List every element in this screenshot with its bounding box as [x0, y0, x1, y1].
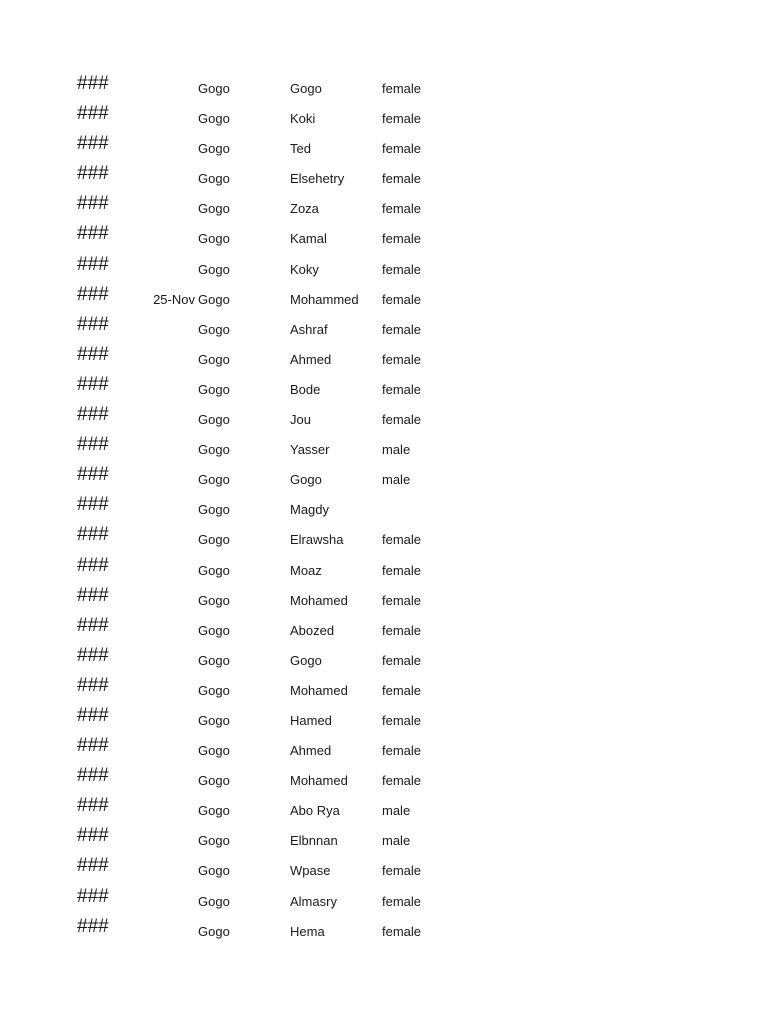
date-cell-overflow: ###: [77, 494, 109, 516]
first-name-cell: Gogo: [198, 231, 230, 247]
date-cell-overflow: ###: [77, 193, 109, 215]
first-name-cell: Gogo: [198, 833, 230, 849]
date-cell-overflow: ###: [77, 915, 109, 937]
date-cell-overflow: ###: [77, 765, 109, 787]
gender-cell: female: [382, 923, 422, 939]
table-row: [0, 461, 768, 491]
last-name-cell: Abozed: [290, 622, 335, 638]
gender-cell: female: [382, 201, 422, 217]
first-name-cell: Gogo: [198, 351, 230, 367]
date-cell-overflow: ###: [77, 283, 109, 305]
last-name-cell: Hema: [290, 923, 325, 939]
gender-cell: female: [382, 171, 422, 187]
last-name-cell: Mohamed: [290, 682, 348, 698]
last-name-cell: Hamed: [290, 712, 332, 728]
first-name-cell: Gogo: [198, 321, 230, 337]
table-row: [0, 341, 768, 371]
gender-cell: female: [382, 592, 422, 608]
gender-cell: female: [382, 231, 422, 247]
last-name-cell: Moaz: [290, 562, 322, 578]
first-name-cell: Gogo: [198, 472, 230, 488]
date-cell-overflow: ###: [77, 524, 109, 546]
gender-cell: female: [382, 321, 422, 337]
first-name-cell: Gogo: [198, 141, 230, 157]
first-name-cell: Gogo: [198, 592, 230, 608]
last-name-cell: Abo Rya: [290, 803, 340, 819]
last-name-cell: Ahmed: [290, 351, 332, 367]
first-name-cell: Gogo: [198, 773, 230, 789]
gender-cell: female: [382, 652, 422, 668]
date-cell-overflow: ###: [77, 554, 109, 576]
last-name-cell: Wpase: [290, 863, 331, 879]
last-name-cell: Mohammed: [290, 291, 359, 307]
gender-cell: male: [382, 803, 411, 819]
table-row: [0, 281, 768, 311]
first-name-cell: Gogo: [198, 291, 230, 307]
last-name-cell: Mohamed: [290, 773, 348, 789]
first-name-cell: Gogo: [198, 502, 230, 518]
first-name-cell: Gogo: [198, 712, 230, 728]
first-name-cell: Gogo: [198, 171, 230, 187]
last-name-cell: Ted: [290, 141, 311, 157]
spreadsheet-printout: [0, 70, 768, 943]
table-row: [0, 160, 768, 190]
gender-cell: female: [382, 712, 422, 728]
gender-cell: female: [382, 893, 422, 909]
gender-cell: male: [382, 442, 411, 458]
gender-cell: male: [382, 833, 411, 849]
first-name-cell: Gogo: [198, 622, 230, 638]
last-name-cell: Koky: [290, 261, 319, 277]
date-cell-overflow: ###: [77, 103, 109, 125]
table-row: [0, 100, 768, 130]
date-cell-overflow: ###: [77, 644, 109, 666]
date-cell-overflow: ###: [77, 343, 109, 365]
last-name-cell: Gogo: [290, 652, 322, 668]
first-name-cell: Gogo: [198, 682, 230, 698]
first-name-cell: Gogo: [198, 412, 230, 428]
last-name-cell: Elsehetry: [290, 171, 345, 187]
first-name-cell: Gogo: [198, 111, 230, 127]
first-name-cell: Gogo: [198, 442, 230, 458]
gender-cell: female: [382, 261, 422, 277]
date-cell-overflow: ###: [77, 885, 109, 907]
table-row: [0, 521, 768, 551]
first-name-cell: Gogo: [198, 893, 230, 909]
table-row: [0, 762, 768, 792]
last-name-cell: Magdy: [290, 502, 330, 518]
first-name-cell: Gogo: [198, 743, 230, 759]
first-name-cell: Gogo: [198, 652, 230, 668]
gender-cell: female: [382, 412, 422, 428]
first-name-cell: Gogo: [198, 381, 230, 397]
first-name-cell: Gogo: [198, 923, 230, 939]
first-name-cell: Gogo: [198, 562, 230, 578]
date-cell: 25-Nov: [153, 291, 195, 307]
table-row: [0, 220, 768, 250]
table-row: [0, 582, 768, 612]
table-row: [0, 852, 768, 882]
date-cell-overflow: ###: [77, 434, 109, 456]
table-row: [0, 371, 768, 401]
table-row: [0, 702, 768, 732]
table-row: [0, 251, 768, 281]
gender-cell: female: [382, 743, 422, 759]
date-cell-overflow: ###: [77, 253, 109, 275]
table-row: [0, 883, 768, 913]
last-name-cell: Yasser: [290, 442, 330, 458]
last-name-cell: Elbnnan: [290, 833, 338, 849]
date-cell-overflow: ###: [77, 404, 109, 426]
table-row: [0, 612, 768, 642]
date-cell-overflow: ###: [77, 614, 109, 636]
last-name-cell: Gogo: [290, 81, 322, 96]
last-name-cell: Ashraf: [290, 321, 328, 337]
date-cell-overflow: ###: [77, 313, 109, 335]
first-name-cell: Gogo: [198, 863, 230, 879]
date-cell-overflow: ###: [77, 373, 109, 395]
gender-cell: female: [382, 682, 422, 698]
table-row: [0, 792, 768, 822]
date-cell-overflow: ###: [77, 584, 109, 606]
first-name-cell: Gogo: [198, 81, 230, 96]
date-cell-overflow: ###: [77, 825, 109, 847]
first-name-cell: Gogo: [198, 201, 230, 217]
gender-cell: female: [382, 351, 422, 367]
table-row: [0, 130, 768, 160]
table-row: [0, 491, 768, 521]
table-row: [0, 311, 768, 341]
date-cell-overflow: ###: [77, 855, 109, 877]
gender-cell: female: [382, 863, 422, 879]
last-name-cell: Koki: [290, 111, 316, 127]
date-cell-overflow: ###: [77, 735, 109, 757]
first-name-cell: Gogo: [198, 803, 230, 819]
table-row: [0, 190, 768, 220]
date-cell-overflow: ###: [77, 133, 109, 155]
gender-cell: female: [382, 141, 422, 157]
date-cell-overflow: ###: [77, 464, 109, 486]
gender-cell: female: [382, 381, 422, 397]
first-name-cell: Gogo: [198, 532, 230, 548]
table-row: [0, 672, 768, 702]
date-cell-overflow: ###: [77, 73, 109, 94]
gender-cell: female: [382, 532, 422, 548]
gender-cell: female: [382, 773, 422, 789]
table-row: [0, 642, 768, 672]
gender-cell: female: [382, 562, 422, 578]
last-name-cell: Kamal: [290, 231, 327, 247]
table-row: [0, 822, 768, 852]
gender-cell: female: [382, 111, 422, 127]
date-cell-overflow: ###: [77, 163, 109, 185]
date-cell-overflow: ###: [77, 795, 109, 817]
table-row: [0, 732, 768, 762]
last-name-cell: Gogo: [290, 472, 322, 488]
last-name-cell: Zoza: [290, 201, 319, 217]
date-cell-overflow: ###: [77, 704, 109, 726]
last-name-cell: Bode: [290, 381, 321, 397]
gender-cell: female: [382, 622, 422, 638]
last-name-cell: Ahmed: [290, 743, 332, 759]
last-name-cell: Jou: [290, 412, 311, 428]
table-row: [0, 401, 768, 431]
table-row: [0, 431, 768, 461]
table-row: [0, 913, 768, 943]
last-name-cell: Elrawsha: [290, 532, 344, 548]
date-cell-overflow: ###: [77, 223, 109, 245]
gender-cell: female: [382, 291, 422, 307]
gender-cell: female: [382, 81, 422, 96]
table-row: [0, 70, 768, 100]
gender-cell: male: [382, 472, 411, 488]
last-name-cell: Mohamed: [290, 592, 348, 608]
table-row: [0, 552, 768, 582]
last-name-cell: Almasry: [290, 893, 337, 909]
first-name-cell: Gogo: [198, 261, 230, 277]
date-cell-overflow: ###: [77, 674, 109, 696]
